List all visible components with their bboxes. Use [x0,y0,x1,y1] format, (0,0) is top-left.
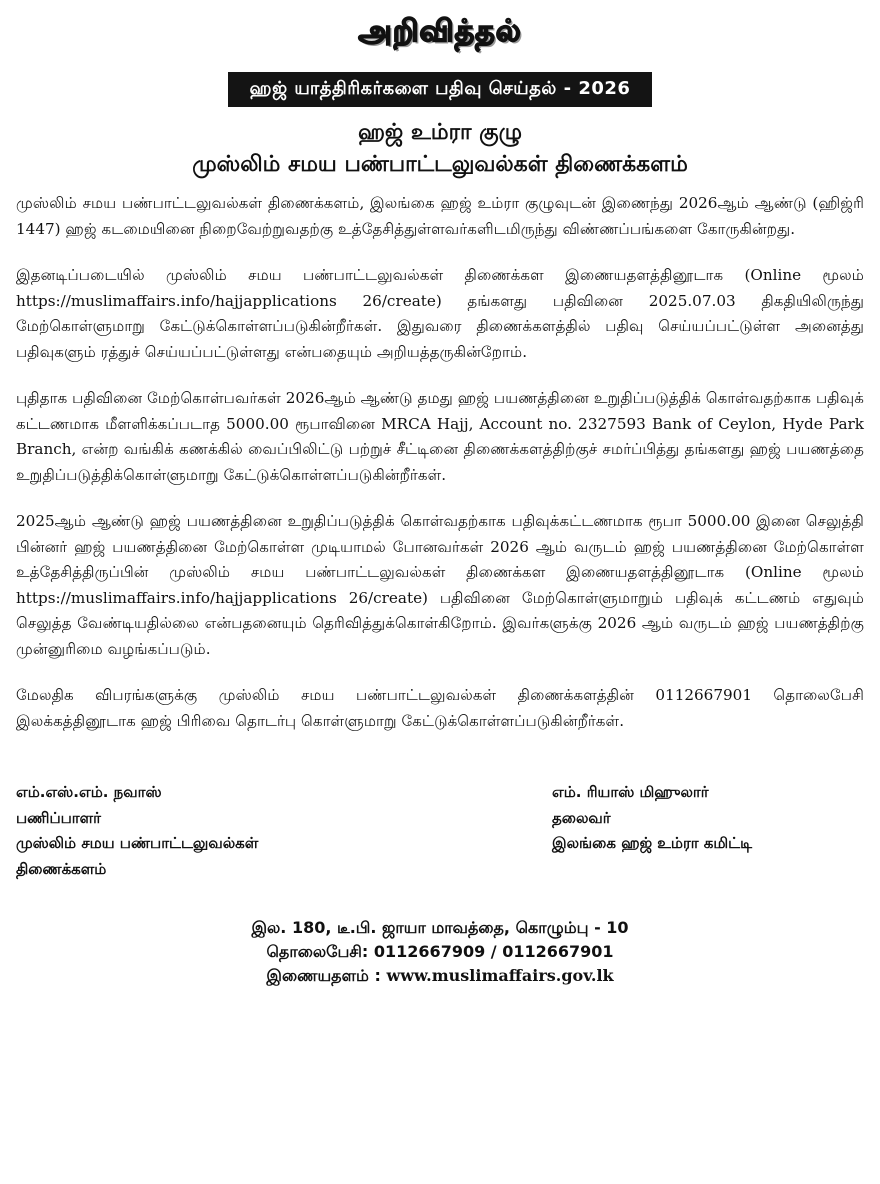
chairman-name: எம். ரியாஸ் மிஹுலார் [552,783,709,801]
paragraph-invitation: முஸ்லிம் சமய பண்பாட்டலுவல்கள் திணைக்களம், இலங்கை ஹஜ் உம்ரா குழுவுடன் இணைந்து 2026ஆம் ஆண்டு (ஹிஜ்ரி 1447) ஹஜ் கடமையினை நிறைவேற்றுவதற்கு உத்தேசித்துள்ளவர்களிடமிருந்து விண்ணப்பங்களை கோருகின்றது. [16,194,864,238]
director-name: எம்.எஸ்.எம். நவாஸ் [16,783,162,801]
postal-address: இல. 180, டீ.பி. ஜாயா மாவத்தை, கொழும்பு - 10 [251,918,629,937]
signature-director [16,780,396,882]
registration-banner: ஹஜ் யாத்திரிகர்களை பதிவு செய்தல் - 2026 [228,72,653,107]
paragraph-payment: புதிதாக பதிவினை மேற்கொள்பவர்கள் 2026ஆம் ஆண்டு தமது ஹஜ் பயணத்தினை உறுதிப்படுத்திக் கொள்வதற்காக பதிவுக் கட்டணமாக மீளளிக்கப்படாத 5000.00 ரூபாவினை MRCA Hajj, Account no. 2327593 Bank of Ceylon, Hyde Park Branch, என்ற வங்கிக் கணக்கில் வைப்பிலிட்டு பற்றுச் சீட்டினை திணைக்களத்திற்குச் சமர்ப்பித்து தங்களது ஹஜ் பயணத்தை உறுதிப்படுத்திக்கொள்ளுமாறு கேட்டுக்கொள்ளப்படுகின்றீர்கள். [16,389,864,484]
committee-name: ஹஜ் உம்ரா குழு [357,120,523,145]
website-line [16,964,864,988]
signature-block [16,780,864,882]
website-label: இணையதளம் : [266,966,381,985]
paragraph-previous-applicants: 2025ஆம் ஆண்டு ஹஜ் பயணத்தினை உறுதிப்படுத்திக் கொள்வதற்காக பதிவுக்கட்டணமாக ரூபா 5000.00 இனை செலுத்தி பின்னர் ஹஜ் பயணத்தினை மேற்கொள்ள முடியாமல் போனவர்கள் 2026 ஆம் வருடம் ஹஜ் பயணத்தினை மேற்கொள்ள உத்தேசித்திருப்பின் முஸ்லிம் சமய பண்பாட்டலுவல்கள் திணைக்கள இணையதளத்தினூடாக (Online மூலம் https://muslimaffairs.info/hajjapplications 26/create) பதிவினை மேற்கொள்ளுமாறும் பதிவுக் கட்டணம் எதுவும் செலுத்த வேண்டியதில்லை என்பதனையும் தெரிவித்துக்கொள்கிறோம். இவர்களுக்கு 2026 ஆம் வருடம் ஹஜ் பயணத்திற்கு முன்னுரிமை வழங்கப்படும். [16,512,864,658]
signature-chairman [552,780,852,882]
notice-title: அறிவித்தல் [358,14,522,49]
contact-footer [16,916,864,988]
banner-wrapper [16,72,864,107]
paragraph-contact: மேலதிக விபரங்களுக்கு முஸ்லிம் சமய பண்பாட்டலுவல்கள் திணைக்களத்தின் 0112667901 தொலைபேசி இலக்கத்தினூடாக ஹஜ் பிரிவை தொடர்பு கொள்ளுமாறு கேட்டுக்கொள்ளப்படுகின்றீர்கள். [16,686,864,730]
director-title: பணிப்பாளர் [16,808,102,827]
paragraph-online-registration: இதனடிப்படையில் முஸ்லிம் சமய பண்பாட்டலுவல்கள் திணைக்கள இணையதளத்தினூடாக (Online மூலம் https://muslimaffairs.info/hajjapplications 26/create) தங்களது பதிவினை 2025.07.03 திகதியிலிருந்து மேற்கொள்ளுமாறு கேட்டுக்கொள்ளப்படுகின்றீர்கள். இதுவரை திணைக்களத்தில் பதிவு செய்யப்பட்டுள்ள அனைத்து பதிவுகளும் ரத்துச் செய்யப்பட்டுள்ளது என்பதையும் அறியத்தருகின்றோம். [16,266,864,361]
department-name: முஸ்லிம் சமய பண்பாட்டலுவல்கள் திணைக்களம் [192,152,688,177]
director-org-line2: திணைக்களம் [16,859,107,878]
chairman-org: இலங்கை ஹஜ் உம்ரா கமிட்டி [552,834,753,852]
phone-numbers: தொலைபேசி: 0112667909 / 0112667901 [266,942,614,961]
website-link[interactable]: www.muslimaffairs.gov.lk [386,966,614,985]
director-org-line1: முஸ்லிம் சமய பண்பாட்டலுவல்கள் [16,834,259,852]
chairman-title: தலைவர் [552,808,611,827]
